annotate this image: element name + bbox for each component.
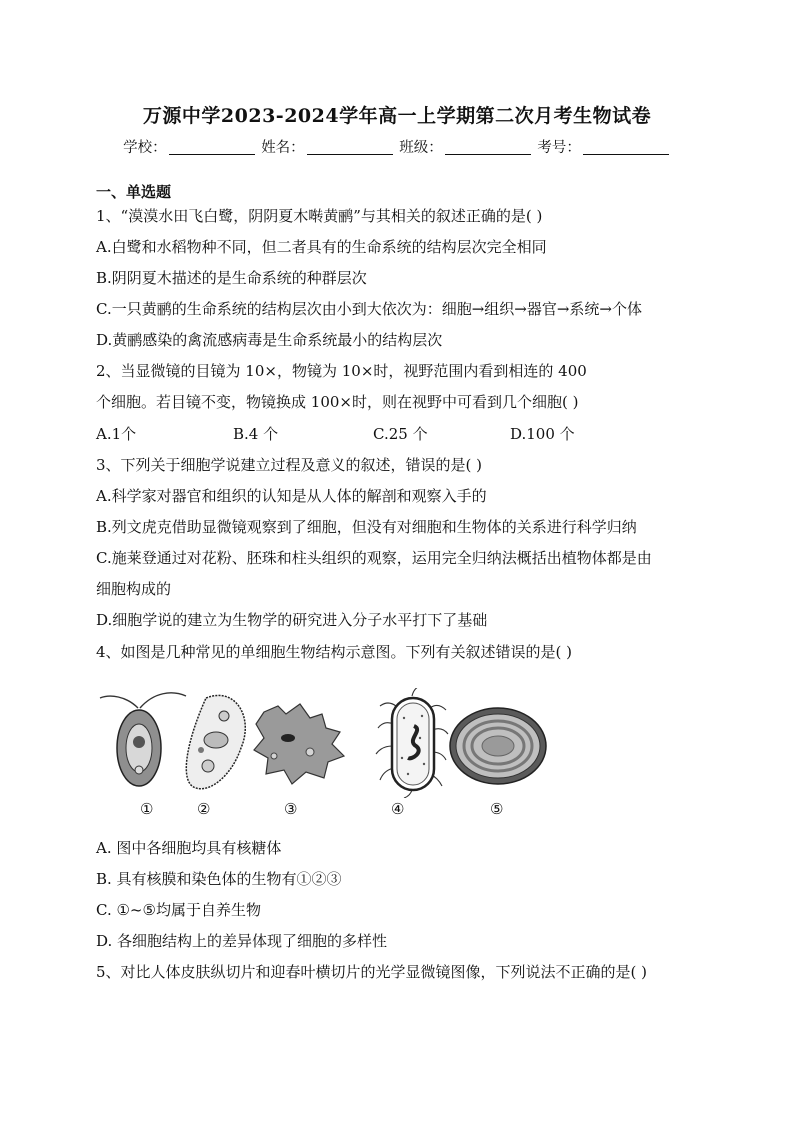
id-blank[interactable] bbox=[583, 139, 669, 155]
q2-option-d: D.100 个 bbox=[510, 425, 575, 443]
q4-stem: 4、如图是几种常见的单细胞生物结构示意图。下列有关叙述错误的是( ) bbox=[96, 643, 573, 661]
q2-stem-line2: 个细胞。若目镜不变，物镜换成 100×时，则在视野中可看到几个细胞( ) bbox=[96, 393, 579, 411]
figure-label-5: ⑤ bbox=[490, 800, 504, 818]
q3-stem: 3、下列关于细胞学说建立过程及意义的叙述，错误的是( ) bbox=[96, 456, 483, 474]
q2-stem-line1: 2、当显微镜的目镜为 10×，物镜为 10×时，视野范围内看到相连的 400 bbox=[96, 362, 587, 380]
id-label: 考号： bbox=[537, 140, 581, 156]
figure-label-1: ① bbox=[140, 800, 154, 818]
figure-label-3: ③ bbox=[284, 800, 298, 818]
bacterium-drawing bbox=[376, 688, 448, 798]
class-blank[interactable] bbox=[445, 139, 531, 155]
section-heading: 一、单选题 bbox=[96, 183, 172, 201]
q4-option-c: C. ①~⑤均属于自养生物 bbox=[96, 901, 261, 919]
q5-stem: 5、对比人体皮肤纵切片和迎春叶横切片的光学显微镜图像，下列说法不正确的是( ) bbox=[96, 963, 648, 981]
q1-stem: 1、“漠漠水田飞白鹭，阴阴夏木啭黄鹂”与其相关的叙述正确的是( ) bbox=[96, 207, 543, 225]
paramecium-drawing bbox=[186, 695, 245, 788]
q3-option-c-line2: 细胞构成的 bbox=[96, 580, 172, 598]
student-info-line bbox=[0, 136, 794, 157]
name-label: 姓名： bbox=[261, 140, 305, 156]
exam-title: 万源中学2023-2024学年高一上学期第二次月考生物试卷 bbox=[142, 105, 652, 127]
q2-option-a: A.1个 bbox=[96, 425, 137, 443]
name-blank[interactable] bbox=[307, 139, 393, 155]
q3-option-d: D.细胞学说的建立为生物学的研究进入分子水平打下了基础 bbox=[96, 611, 488, 629]
q3-option-a: A.科学家对器官和组织的认知是从人体的解剖和观察入手的 bbox=[96, 487, 487, 505]
q3-option-c-line1: C.施莱登通过对花粉、胚珠和柱头组织的观察，运用完全归纳法概括出植物体都是由 bbox=[96, 549, 652, 567]
q1-option-c: C.一只黄鹂的生命系统的结构层次由小到大依次为：细胞→组织→器官→系统→个体 bbox=[96, 300, 642, 318]
q4-option-b: B. 具有核膜和染色体的生物有①②③ bbox=[96, 870, 342, 888]
class-label: 班级： bbox=[399, 140, 443, 156]
q4-option-d: D. 各细胞结构上的差异体现了细胞的多样性 bbox=[96, 932, 388, 950]
q1-option-d: D.黄鹂感染的禽流感病毒是生命系统最小的结构层次 bbox=[96, 331, 443, 349]
chlamydomonas-drawing bbox=[100, 693, 186, 786]
q1-option-b: B.阴阴夏木描述的是生命系统的种群层次 bbox=[96, 269, 367, 287]
q3-option-b: B.列文虎克借助显微镜观察到了细胞，但没有对细胞和生物体的关系进行科学归纳 bbox=[96, 518, 637, 536]
q4-option-a: A. 图中各细胞均具有核糖体 bbox=[96, 839, 282, 857]
school-label: 学校： bbox=[123, 140, 167, 156]
q2-option-c: C.25 个 bbox=[373, 425, 428, 443]
q1-option-a: A.白鹭和水稻物种不同，但二者具有的生命系统的结构层次完全相同 bbox=[96, 238, 547, 256]
amoeba-drawing bbox=[254, 704, 344, 784]
figure-label-4: ④ bbox=[391, 800, 405, 818]
q2-option-b: B.4 个 bbox=[233, 425, 279, 443]
cyanobacterium-drawing bbox=[450, 708, 546, 784]
cell-diagram-figure bbox=[96, 688, 556, 823]
figure-label-2: ② bbox=[197, 800, 211, 818]
school-blank[interactable] bbox=[169, 139, 255, 155]
